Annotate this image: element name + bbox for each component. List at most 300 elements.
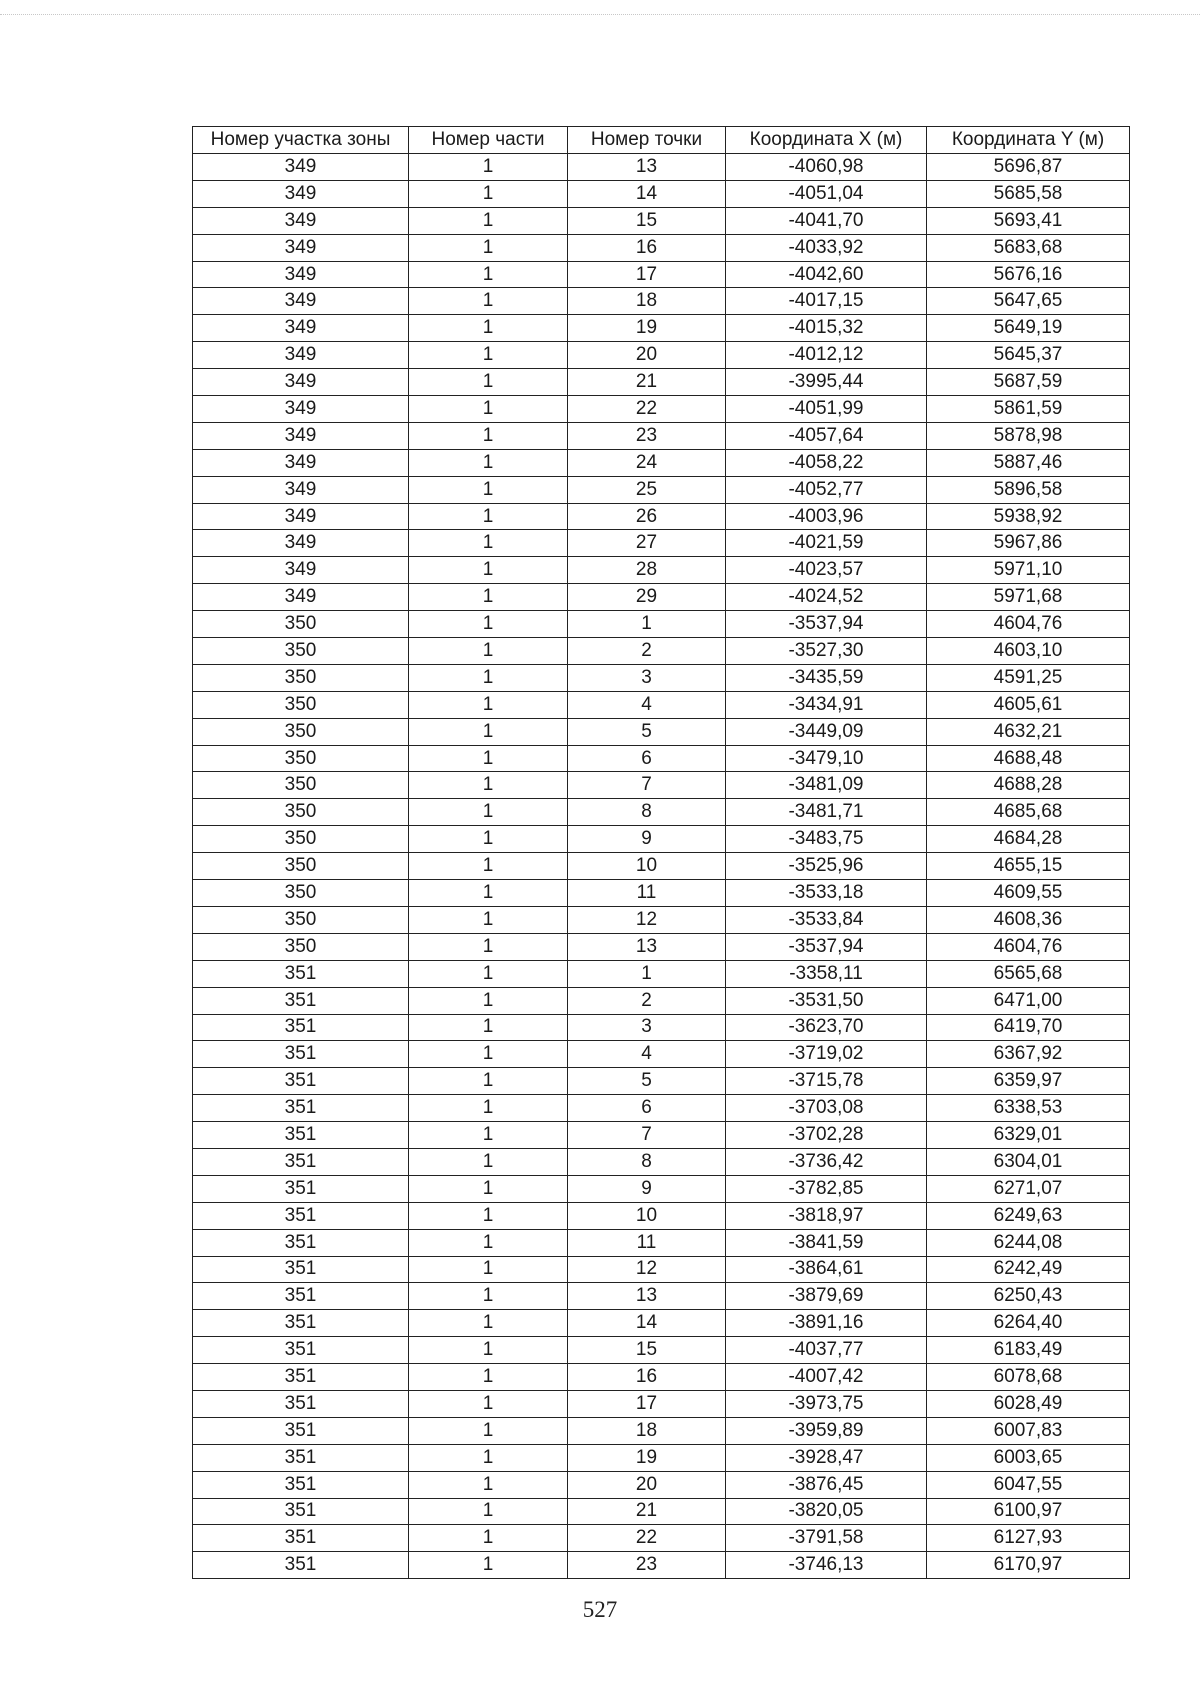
cell-point-number: 5 <box>568 718 726 745</box>
cell-coordinate-x: -4023,57 <box>726 557 927 584</box>
table-header-row <box>193 127 1130 154</box>
cell-coordinate-y: 5938,92 <box>927 503 1130 530</box>
cell-coordinate-x: -3841,59 <box>726 1229 927 1256</box>
cell-coordinate-y: 4608,36 <box>927 906 1130 933</box>
cell-part-number: 1 <box>409 1417 568 1444</box>
cell-point-number: 17 <box>568 1390 726 1417</box>
cell-zone-plot-number: 349 <box>193 503 409 530</box>
table-row <box>193 1417 1130 1444</box>
cell-point-number: 28 <box>568 557 726 584</box>
cell-coordinate-x: -3481,09 <box>726 772 927 799</box>
coordinates-table <box>192 126 1130 1579</box>
cell-coordinate-x: -3527,30 <box>726 638 927 665</box>
cell-coordinate-x: -3715,78 <box>726 1068 927 1095</box>
cell-part-number: 1 <box>409 1525 568 1552</box>
table-row <box>193 180 1130 207</box>
cell-coordinate-y: 6367,92 <box>927 1041 1130 1068</box>
cell-coordinate-y: 6244,08 <box>927 1229 1130 1256</box>
cell-zone-plot-number: 351 <box>193 1283 409 1310</box>
cell-part-number: 1 <box>409 1202 568 1229</box>
cell-point-number: 26 <box>568 503 726 530</box>
cell-part-number: 1 <box>409 638 568 665</box>
cell-coordinate-y: 6003,65 <box>927 1444 1130 1471</box>
cell-part-number: 1 <box>409 1552 568 1579</box>
cell-part-number: 1 <box>409 261 568 288</box>
cell-point-number: 1 <box>568 611 726 638</box>
table-row <box>193 1095 1130 1122</box>
cell-zone-plot-number: 351 <box>193 1364 409 1391</box>
cell-part-number: 1 <box>409 664 568 691</box>
cell-coordinate-x: -3973,75 <box>726 1390 927 1417</box>
table-row <box>193 476 1130 503</box>
cell-coordinate-y: 5967,86 <box>927 530 1130 557</box>
cell-part-number: 1 <box>409 369 568 396</box>
table-row <box>193 880 1130 907</box>
cell-part-number: 1 <box>409 422 568 449</box>
cell-coordinate-y: 5647,65 <box>927 288 1130 315</box>
cell-coordinate-x: -4052,77 <box>726 476 927 503</box>
cell-zone-plot-number: 349 <box>193 288 409 315</box>
cell-point-number: 18 <box>568 288 726 315</box>
cell-coordinate-x: -3533,18 <box>726 880 927 907</box>
cell-coordinate-y: 4688,28 <box>927 772 1130 799</box>
cell-coordinate-y: 5683,68 <box>927 234 1130 261</box>
cell-zone-plot-number: 349 <box>193 234 409 261</box>
cell-coordinate-x: -4003,96 <box>726 503 927 530</box>
cell-zone-plot-number: 351 <box>193 1498 409 1525</box>
cell-part-number: 1 <box>409 1122 568 1149</box>
table-row <box>193 1552 1130 1579</box>
cell-zone-plot-number: 351 <box>193 1068 409 1095</box>
cell-point-number: 2 <box>568 987 726 1014</box>
cell-coordinate-x: -4037,77 <box>726 1337 927 1364</box>
cell-point-number: 5 <box>568 1068 726 1095</box>
table-row <box>193 1041 1130 1068</box>
table-row <box>193 1014 1130 1041</box>
cell-zone-plot-number: 351 <box>193 1444 409 1471</box>
cell-coordinate-x: -4057,64 <box>726 422 927 449</box>
cell-zone-plot-number: 350 <box>193 745 409 772</box>
cell-coordinate-y: 6250,43 <box>927 1283 1130 1310</box>
cell-point-number: 12 <box>568 906 726 933</box>
cell-part-number: 1 <box>409 826 568 853</box>
cell-point-number: 9 <box>568 826 726 853</box>
cell-coordinate-y: 6242,49 <box>927 1256 1130 1283</box>
table-row <box>193 342 1130 369</box>
cell-coordinate-y: 5887,46 <box>927 449 1130 476</box>
cell-coordinate-y: 5878,98 <box>927 422 1130 449</box>
table-row <box>193 745 1130 772</box>
cell-zone-plot-number: 350 <box>193 611 409 638</box>
cell-zone-plot-number: 350 <box>193 826 409 853</box>
cell-coordinate-y: 6338,53 <box>927 1095 1130 1122</box>
cell-point-number: 18 <box>568 1417 726 1444</box>
cell-zone-plot-number: 349 <box>193 396 409 423</box>
table-row <box>193 1364 1130 1391</box>
cell-point-number: 6 <box>568 745 726 772</box>
cell-zone-plot-number: 349 <box>193 261 409 288</box>
cell-coordinate-x: -3818,97 <box>726 1202 927 1229</box>
cell-point-number: 7 <box>568 1122 726 1149</box>
table-row <box>193 1390 1130 1417</box>
cell-coordinate-x: -4017,15 <box>726 288 927 315</box>
cell-part-number: 1 <box>409 906 568 933</box>
cell-point-number: 19 <box>568 315 726 342</box>
cell-part-number: 1 <box>409 315 568 342</box>
cell-zone-plot-number: 351 <box>193 1337 409 1364</box>
cell-zone-plot-number: 351 <box>193 1552 409 1579</box>
cell-part-number: 1 <box>409 1148 568 1175</box>
table-row <box>193 288 1130 315</box>
cell-part-number: 1 <box>409 1014 568 1041</box>
cell-zone-plot-number: 351 <box>193 1014 409 1041</box>
cell-coordinate-x: -3623,70 <box>726 1014 927 1041</box>
cell-coordinate-y: 6007,83 <box>927 1417 1130 1444</box>
cell-coordinate-y: 6471,00 <box>927 987 1130 1014</box>
table-row <box>193 826 1130 853</box>
table-row <box>193 799 1130 826</box>
cell-zone-plot-number: 350 <box>193 906 409 933</box>
cell-point-number: 4 <box>568 1041 726 1068</box>
table-row <box>193 396 1130 423</box>
cell-part-number: 1 <box>409 1256 568 1283</box>
cell-coordinate-y: 6329,01 <box>927 1122 1130 1149</box>
cell-coordinate-y: 6264,40 <box>927 1310 1130 1337</box>
cell-coordinate-y: 6028,49 <box>927 1390 1130 1417</box>
cell-point-number: 6 <box>568 1095 726 1122</box>
header-coordinate-x: Координата X (м) <box>726 127 927 154</box>
header-point-number: Номер точки <box>568 127 726 154</box>
cell-coordinate-y: 6047,55 <box>927 1471 1130 1498</box>
cell-coordinate-x: -3879,69 <box>726 1283 927 1310</box>
table-row <box>193 1175 1130 1202</box>
cell-part-number: 1 <box>409 853 568 880</box>
header-coordinate-y: Координата Y (м) <box>927 127 1130 154</box>
cell-part-number: 1 <box>409 1364 568 1391</box>
cell-coordinate-y: 5676,16 <box>927 261 1130 288</box>
cell-coordinate-y: 4604,76 <box>927 933 1130 960</box>
cell-coordinate-x: -3736,42 <box>726 1148 927 1175</box>
cell-part-number: 1 <box>409 745 568 772</box>
cell-point-number: 4 <box>568 691 726 718</box>
cell-coordinate-y: 4591,25 <box>927 664 1130 691</box>
cell-point-number: 11 <box>568 1229 726 1256</box>
cell-point-number: 20 <box>568 1471 726 1498</box>
cell-zone-plot-number: 349 <box>193 557 409 584</box>
table-row <box>193 154 1130 181</box>
cell-part-number: 1 <box>409 1444 568 1471</box>
cell-coordinate-y: 5896,58 <box>927 476 1130 503</box>
cell-coordinate-y: 4688,48 <box>927 745 1130 772</box>
page-number: 527 <box>582 1597 618 1622</box>
table-row <box>193 1229 1130 1256</box>
cell-coordinate-y: 6078,68 <box>927 1364 1130 1391</box>
cell-coordinate-x: -4041,70 <box>726 207 927 234</box>
table-row <box>193 1471 1130 1498</box>
cell-coordinate-x: -4015,32 <box>726 315 927 342</box>
cell-coordinate-x: -3995,44 <box>726 369 927 396</box>
cell-coordinate-x: -3746,13 <box>726 1552 927 1579</box>
table-body <box>193 154 1130 1579</box>
cell-part-number: 1 <box>409 1498 568 1525</box>
cell-coordinate-y: 5971,10 <box>927 557 1130 584</box>
cell-coordinate-y: 6419,70 <box>927 1014 1130 1041</box>
cell-coordinate-x: -3531,50 <box>726 987 927 1014</box>
cell-point-number: 12 <box>568 1256 726 1283</box>
cell-coordinate-x: -3435,59 <box>726 664 927 691</box>
cell-point-number: 8 <box>568 1148 726 1175</box>
cell-zone-plot-number: 349 <box>193 530 409 557</box>
cell-point-number: 3 <box>568 1014 726 1041</box>
cell-coordinate-y: 6170,97 <box>927 1552 1130 1579</box>
cell-point-number: 15 <box>568 1337 726 1364</box>
cell-coordinate-x: -3864,61 <box>726 1256 927 1283</box>
cell-coordinate-x: -3537,94 <box>726 933 927 960</box>
cell-zone-plot-number: 349 <box>193 342 409 369</box>
cell-coordinate-x: -4012,12 <box>726 342 927 369</box>
cell-part-number: 1 <box>409 1041 568 1068</box>
cell-point-number: 29 <box>568 584 726 611</box>
cell-part-number: 1 <box>409 396 568 423</box>
cell-point-number: 3 <box>568 664 726 691</box>
cell-coordinate-x: -3525,96 <box>726 853 927 880</box>
cell-coordinate-x: -3434,91 <box>726 691 927 718</box>
table-header <box>193 127 1130 154</box>
table-row <box>193 584 1130 611</box>
cell-point-number: 23 <box>568 422 726 449</box>
table-row <box>193 1337 1130 1364</box>
cell-part-number: 1 <box>409 1337 568 1364</box>
cell-zone-plot-number: 350 <box>193 799 409 826</box>
cell-zone-plot-number: 351 <box>193 1175 409 1202</box>
cell-coordinate-x: -3481,71 <box>726 799 927 826</box>
table-row <box>193 987 1130 1014</box>
cell-part-number: 1 <box>409 960 568 987</box>
cell-part-number: 1 <box>409 799 568 826</box>
cell-coordinate-y: 5696,87 <box>927 154 1130 181</box>
cell-coordinate-x: -4021,59 <box>726 530 927 557</box>
table-row <box>193 422 1130 449</box>
cell-coordinate-y: 5645,37 <box>927 342 1130 369</box>
cell-zone-plot-number: 351 <box>193 1229 409 1256</box>
cell-point-number: 13 <box>568 1283 726 1310</box>
cell-part-number: 1 <box>409 933 568 960</box>
cell-point-number: 9 <box>568 1175 726 1202</box>
table-row <box>193 853 1130 880</box>
header-part-number: Номер части <box>409 127 568 154</box>
cell-zone-plot-number: 351 <box>193 987 409 1014</box>
cell-coordinate-x: -4051,04 <box>726 180 927 207</box>
cell-coordinate-x: -3483,75 <box>726 826 927 853</box>
cell-zone-plot-number: 350 <box>193 880 409 907</box>
cell-coordinate-x: -4051,99 <box>726 396 927 423</box>
cell-zone-plot-number: 349 <box>193 154 409 181</box>
cell-coordinate-x: -3719,02 <box>726 1041 927 1068</box>
scan-edge-line <box>0 14 1200 15</box>
cell-zone-plot-number: 349 <box>193 422 409 449</box>
table-row <box>193 638 1130 665</box>
cell-coordinate-y: 4604,76 <box>927 611 1130 638</box>
cell-coordinate-y: 6127,93 <box>927 1525 1130 1552</box>
cell-point-number: 14 <box>568 1310 726 1337</box>
cell-coordinate-y: 5693,41 <box>927 207 1130 234</box>
cell-point-number: 15 <box>568 207 726 234</box>
cell-part-number: 1 <box>409 718 568 745</box>
cell-point-number: 8 <box>568 799 726 826</box>
cell-coordinate-y: 4609,55 <box>927 880 1130 907</box>
cell-coordinate-x: -3479,10 <box>726 745 927 772</box>
cell-zone-plot-number: 349 <box>193 584 409 611</box>
cell-coordinate-y: 6100,97 <box>927 1498 1130 1525</box>
cell-part-number: 1 <box>409 207 568 234</box>
cell-coordinate-y: 4685,68 <box>927 799 1130 826</box>
cell-coordinate-x: -4060,98 <box>726 154 927 181</box>
cell-point-number: 13 <box>568 933 726 960</box>
cell-coordinate-x: -3358,11 <box>726 960 927 987</box>
header-zone-plot-number: Номер участка зоны <box>193 127 409 154</box>
cell-coordinate-x: -3891,16 <box>726 1310 927 1337</box>
cell-zone-plot-number: 351 <box>193 960 409 987</box>
cell-coordinate-x: -3533,84 <box>726 906 927 933</box>
cell-part-number: 1 <box>409 987 568 1014</box>
cell-part-number: 1 <box>409 503 568 530</box>
cell-coordinate-y: 5687,59 <box>927 369 1130 396</box>
cell-zone-plot-number: 351 <box>193 1525 409 1552</box>
cell-point-number: 21 <box>568 369 726 396</box>
cell-part-number: 1 <box>409 557 568 584</box>
cell-part-number: 1 <box>409 584 568 611</box>
cell-point-number: 24 <box>568 449 726 476</box>
table-row <box>193 1498 1130 1525</box>
table-row <box>193 1283 1130 1310</box>
cell-zone-plot-number: 351 <box>193 1417 409 1444</box>
cell-point-number: 16 <box>568 1364 726 1391</box>
table-row <box>193 718 1130 745</box>
cell-coordinate-y: 6304,01 <box>927 1148 1130 1175</box>
table-row <box>193 207 1130 234</box>
cell-part-number: 1 <box>409 1175 568 1202</box>
cell-coordinate-x: -4024,52 <box>726 584 927 611</box>
cell-coordinate-x: -3876,45 <box>726 1471 927 1498</box>
cell-zone-plot-number: 351 <box>193 1041 409 1068</box>
cell-coordinate-y: 4603,10 <box>927 638 1130 665</box>
table-row <box>193 1256 1130 1283</box>
cell-point-number: 22 <box>568 396 726 423</box>
cell-point-number: 11 <box>568 880 726 907</box>
cell-part-number: 1 <box>409 1229 568 1256</box>
cell-part-number: 1 <box>409 1471 568 1498</box>
cell-coordinate-x: -3449,09 <box>726 718 927 745</box>
cell-coordinate-y: 5861,59 <box>927 396 1130 423</box>
cell-zone-plot-number: 351 <box>193 1390 409 1417</box>
cell-coordinate-y: 4632,21 <box>927 718 1130 745</box>
table-row <box>193 1310 1130 1337</box>
cell-zone-plot-number: 351 <box>193 1256 409 1283</box>
cell-zone-plot-number: 350 <box>193 718 409 745</box>
table-row <box>193 906 1130 933</box>
cell-part-number: 1 <box>409 234 568 261</box>
cell-point-number: 22 <box>568 1525 726 1552</box>
cell-part-number: 1 <box>409 1310 568 1337</box>
table-row <box>193 772 1130 799</box>
cell-part-number: 1 <box>409 530 568 557</box>
cell-zone-plot-number: 350 <box>193 638 409 665</box>
table-row <box>193 1068 1130 1095</box>
table-row <box>193 691 1130 718</box>
cell-part-number: 1 <box>409 691 568 718</box>
cell-zone-plot-number: 351 <box>193 1310 409 1337</box>
cell-point-number: 19 <box>568 1444 726 1471</box>
cell-coordinate-y: 5685,58 <box>927 180 1130 207</box>
cell-zone-plot-number: 351 <box>193 1471 409 1498</box>
table-row <box>193 1202 1130 1229</box>
cell-coordinate-y: 6271,07 <box>927 1175 1130 1202</box>
cell-coordinate-x: -3702,28 <box>726 1122 927 1149</box>
cell-zone-plot-number: 349 <box>193 369 409 396</box>
cell-part-number: 1 <box>409 449 568 476</box>
cell-zone-plot-number: 349 <box>193 315 409 342</box>
cell-point-number: 21 <box>568 1498 726 1525</box>
cell-part-number: 1 <box>409 1390 568 1417</box>
table-row <box>193 530 1130 557</box>
cell-part-number: 1 <box>409 180 568 207</box>
cell-point-number: 23 <box>568 1552 726 1579</box>
cell-zone-plot-number: 351 <box>193 1122 409 1149</box>
table-row <box>193 664 1130 691</box>
cell-zone-plot-number: 350 <box>193 933 409 960</box>
table-row <box>193 960 1130 987</box>
cell-zone-plot-number: 349 <box>193 476 409 503</box>
cell-coordinate-y: 6565,68 <box>927 960 1130 987</box>
cell-point-number: 17 <box>568 261 726 288</box>
cell-coordinate-y: 4655,15 <box>927 853 1130 880</box>
cell-part-number: 1 <box>409 288 568 315</box>
cell-point-number: 20 <box>568 342 726 369</box>
cell-point-number: 10 <box>568 1202 726 1229</box>
cell-coordinate-x: -4042,60 <box>726 261 927 288</box>
cell-point-number: 14 <box>568 180 726 207</box>
cell-coordinate-y: 4684,28 <box>927 826 1130 853</box>
cell-part-number: 1 <box>409 154 568 181</box>
cell-coordinate-y: 6249,63 <box>927 1202 1130 1229</box>
table-row <box>193 1122 1130 1149</box>
table-row <box>193 1525 1130 1552</box>
cell-part-number: 1 <box>409 342 568 369</box>
cell-zone-plot-number: 351 <box>193 1148 409 1175</box>
cell-zone-plot-number: 350 <box>193 772 409 799</box>
cell-coordinate-x: -3703,08 <box>726 1095 927 1122</box>
cell-part-number: 1 <box>409 1068 568 1095</box>
cell-part-number: 1 <box>409 611 568 638</box>
cell-coordinate-x: -3791,58 <box>726 1525 927 1552</box>
cell-point-number: 7 <box>568 772 726 799</box>
cell-part-number: 1 <box>409 476 568 503</box>
table-row <box>193 369 1130 396</box>
cell-zone-plot-number: 350 <box>193 691 409 718</box>
cell-point-number: 25 <box>568 476 726 503</box>
cell-zone-plot-number: 349 <box>193 180 409 207</box>
cell-coordinate-x: -4058,22 <box>726 449 927 476</box>
cell-zone-plot-number: 351 <box>193 1202 409 1229</box>
cell-coordinate-x: -3959,89 <box>726 1417 927 1444</box>
cell-part-number: 1 <box>409 772 568 799</box>
table-row <box>193 315 1130 342</box>
cell-coordinate-y: 5649,19 <box>927 315 1130 342</box>
table-row <box>193 261 1130 288</box>
cell-point-number: 2 <box>568 638 726 665</box>
cell-point-number: 16 <box>568 234 726 261</box>
table-row <box>193 234 1130 261</box>
